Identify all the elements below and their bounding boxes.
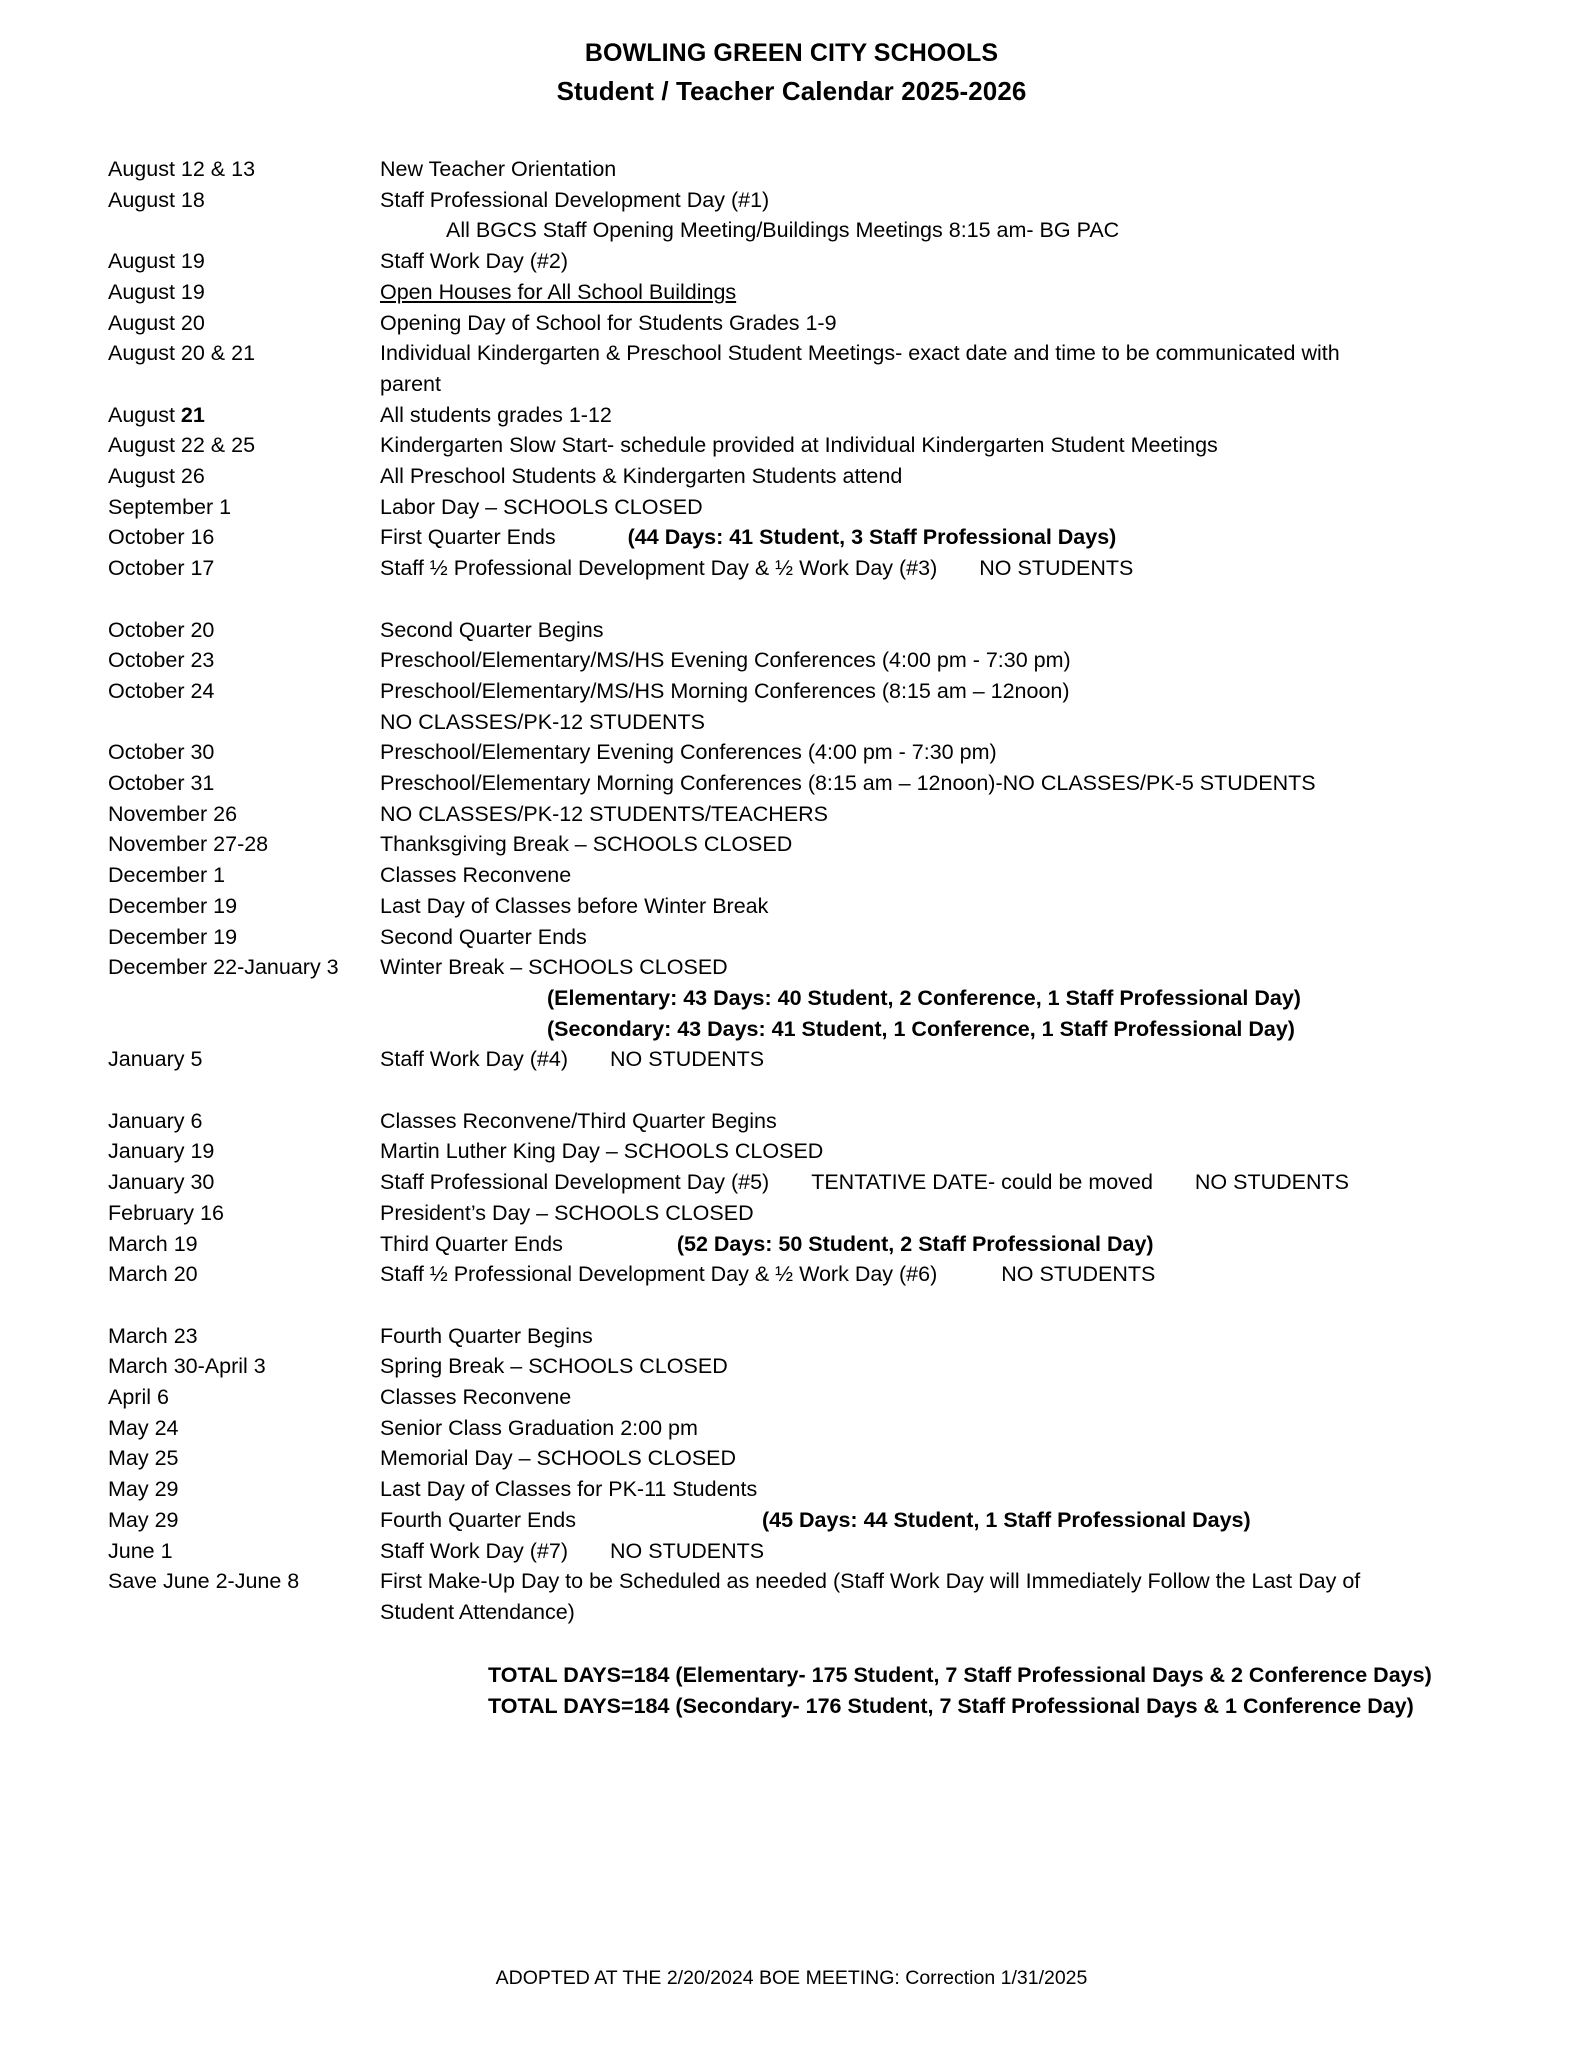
entry-description-text: Staff Work Day (#4) bbox=[380, 1047, 568, 1072]
calendar-row bbox=[108, 922, 1523, 953]
entry-date: September 1 bbox=[108, 494, 232, 519]
calendar-row bbox=[108, 1566, 1523, 1627]
calendar-row bbox=[108, 461, 1523, 492]
entry-date: October 24 bbox=[108, 678, 215, 703]
entry-note: NO STUDENTS bbox=[610, 1047, 765, 1072]
total-days-summary bbox=[108, 1660, 1523, 1722]
entry-date: December 19 bbox=[108, 893, 238, 918]
entry-day-count-note: (52 Days: 50 Student, 2 Staff Professional Day) bbox=[676, 1231, 1154, 1256]
calendar-row bbox=[108, 400, 1523, 431]
entry-description: Classes Reconvene bbox=[380, 1385, 572, 1410]
calendar-row bbox=[108, 185, 1523, 216]
entry-date: August 26 bbox=[108, 464, 205, 489]
entry-description: Second Quarter Ends bbox=[380, 924, 587, 949]
entry-description bbox=[380, 1167, 1523, 1198]
date-spacer bbox=[108, 983, 380, 1014]
entry-date: December 22-January 3 bbox=[108, 955, 339, 980]
entry-description: Second Quarter Begins bbox=[380, 617, 604, 642]
section-gap bbox=[108, 1290, 1523, 1321]
calendar-row bbox=[108, 1536, 1523, 1567]
entry-description-text: Staff ½ Professional Development Day & ½ Work Day (#3) bbox=[380, 556, 938, 581]
calendar-row bbox=[108, 1167, 1523, 1198]
entry-description: Winter Break – SCHOOLS CLOSED bbox=[380, 955, 728, 980]
entry-description: Opening Day of School for Students Grades 1-9 bbox=[380, 310, 837, 335]
entry-description: New Teacher Orientation bbox=[380, 157, 617, 181]
entry-description: Individual Kindergarten & Preschool Student Meetings- exact date and time to be communicated with parent bbox=[380, 341, 1340, 396]
calendar-row bbox=[108, 1321, 1523, 1352]
calendar-subrow bbox=[108, 983, 1523, 1014]
calendar-row bbox=[108, 1259, 1523, 1290]
entry-description bbox=[380, 1259, 1523, 1290]
page-subtitle: Student / Teacher Calendar 2025-2026 bbox=[556, 76, 1027, 106]
calendar-row bbox=[108, 952, 1523, 983]
entry-date: October 31 bbox=[108, 771, 215, 796]
entry-date: October 17 bbox=[108, 556, 215, 581]
calendar-row bbox=[108, 522, 1523, 553]
calendar-row bbox=[108, 1351, 1523, 1382]
entry-day-count-note: (44 Days: 41 Student, 3 Staff Professional Days) bbox=[627, 525, 1117, 550]
entry-description bbox=[380, 1229, 1523, 1260]
calendar-row bbox=[108, 891, 1523, 922]
entry-description: Memorial Day – SCHOOLS CLOSED bbox=[380, 1446, 737, 1471]
entry-date-prefix: August bbox=[108, 402, 181, 427]
calendar-row bbox=[108, 1044, 1523, 1075]
calendar-row bbox=[108, 768, 1523, 799]
elementary-quarter-totals-note: (Elementary: 43 Days: 40 Student, 2 Conference, 1 Staff Professional Day) bbox=[547, 985, 1301, 1010]
entry-description-continued: NO CLASSES/PK-12 STUDENTS bbox=[380, 709, 705, 734]
entry-description: First Make-Up Day to be Scheduled as needed (Staff Work Day will Immediately Follow the Last Day of Student Attendance) bbox=[380, 1569, 1361, 1624]
entry-date: December 19 bbox=[108, 924, 238, 949]
calendar-entries-list bbox=[0, 154, 1583, 1722]
entry-date: October 16 bbox=[108, 525, 215, 550]
calendar-row bbox=[108, 829, 1523, 860]
entry-date: December 1 bbox=[108, 863, 226, 888]
entry-description bbox=[380, 1536, 1523, 1567]
calendar-row bbox=[108, 1229, 1523, 1260]
entry-description bbox=[380, 522, 1523, 553]
adoption-footer: ADOPTED AT THE 2/20/2024 BOE MEETING: Correction 1/31/2025 bbox=[495, 1967, 1088, 1989]
entry-description: Senior Class Graduation 2:00 pm bbox=[380, 1415, 698, 1440]
entry-date: August 18 bbox=[108, 187, 205, 212]
entry-date: April 6 bbox=[108, 1385, 169, 1410]
calendar-subrow bbox=[108, 707, 1523, 738]
entry-date: October 20 bbox=[108, 617, 215, 642]
entry-description: Last Day of Classes for PK-11 Students bbox=[380, 1477, 758, 1502]
date-spacer bbox=[108, 1014, 380, 1045]
entry-description: Preschool/Elementary Morning Conferences (8:15 am – 12noon)-NO CLASSES/PK-5 STUDENTS bbox=[380, 771, 1316, 796]
entry-date: November 26 bbox=[108, 801, 238, 826]
date-spacer bbox=[108, 707, 380, 738]
calendar-row bbox=[108, 492, 1523, 523]
entry-description bbox=[380, 1044, 1523, 1075]
entry-description bbox=[380, 553, 1523, 584]
entry-description: Kindergarten Slow Start- schedule provided at Individual Kindergarten Student Meetings bbox=[380, 433, 1218, 458]
calendar-row bbox=[108, 338, 1523, 399]
entry-note: NO STUDENTS bbox=[610, 1538, 765, 1563]
entry-date: August 20 & 21 bbox=[108, 341, 256, 366]
calendar-row bbox=[108, 553, 1523, 584]
entry-date: February 16 bbox=[108, 1200, 224, 1225]
entry-description: President’s Day – SCHOOLS CLOSED bbox=[380, 1200, 754, 1225]
entry-date: Save June 2-June 8 bbox=[108, 1569, 300, 1594]
entry-description bbox=[380, 1505, 1523, 1536]
entry-description: Labor Day – SCHOOLS CLOSED bbox=[380, 494, 703, 519]
entry-description-continued: All BGCS Staff Opening Meeting/Buildings Meetings 8:15 am- BG PAC bbox=[446, 218, 1120, 243]
entry-description: Fourth Quarter Begins bbox=[380, 1323, 593, 1348]
entry-date: May 24 bbox=[108, 1415, 179, 1440]
entry-note-secondary: NO STUDENTS bbox=[1194, 1170, 1349, 1195]
entry-date: May 29 bbox=[108, 1477, 179, 1502]
entry-description: Preschool/Elementary/MS/HS Morning Conferences (8:15 am – 12noon) bbox=[380, 678, 1070, 703]
entry-date: January 19 bbox=[108, 1139, 215, 1164]
entry-description: Classes Reconvene bbox=[380, 863, 572, 888]
entry-description: Staff Work Day (#2) bbox=[380, 249, 568, 274]
entry-description: Classes Reconvene/Third Quarter Begins bbox=[380, 1108, 777, 1133]
calendar-row bbox=[108, 1382, 1523, 1413]
entry-date: May 29 bbox=[108, 1507, 179, 1532]
entry-description: NO CLASSES/PK-12 STUDENTS/TEACHERS bbox=[380, 801, 829, 826]
calendar-row bbox=[108, 645, 1523, 676]
entry-description-text: Staff Work Day (#7) bbox=[380, 1538, 568, 1563]
page-header bbox=[0, 0, 1583, 110]
entry-date: August 12 & 13 bbox=[108, 157, 256, 181]
entry-date: August 19 bbox=[108, 249, 205, 274]
calendar-row bbox=[108, 615, 1523, 646]
entry-description: Preschool/Elementary/MS/HS Evening Conferences (4:00 pm - 7:30 pm) bbox=[380, 648, 1071, 673]
entry-date bbox=[108, 400, 380, 431]
entry-description: All students grades 1-12 bbox=[380, 402, 612, 427]
entry-date: May 25 bbox=[108, 1446, 179, 1471]
entry-date: October 30 bbox=[108, 740, 215, 765]
calendar-row bbox=[108, 246, 1523, 277]
calendar-row bbox=[108, 1106, 1523, 1137]
entry-description-text: Staff ½ Professional Development Day & ½ Work Day (#6) bbox=[380, 1262, 938, 1287]
section-gap bbox=[108, 1075, 1523, 1106]
entry-date: January 6 bbox=[108, 1108, 203, 1133]
entry-description: All Preschool Students & Kindergarten Students attend bbox=[380, 464, 903, 489]
entry-date: October 23 bbox=[108, 648, 215, 673]
entry-date: January 5 bbox=[108, 1047, 203, 1072]
open-houses-underlined-text: Open Houses for All School Buildings bbox=[380, 279, 737, 304]
calendar-row bbox=[108, 1443, 1523, 1474]
calendar-row bbox=[108, 430, 1523, 461]
entry-description: Last Day of Classes before Winter Break bbox=[380, 893, 769, 918]
entry-note: TENTATIVE DATE- could be moved bbox=[811, 1170, 1153, 1195]
calendar-row bbox=[108, 676, 1523, 707]
entry-date: November 27-28 bbox=[108, 832, 269, 857]
entry-description: Preschool/Elementary Evening Conferences (4:00 pm - 7:30 pm) bbox=[380, 740, 997, 765]
entry-description: Spring Break – SCHOOLS CLOSED bbox=[380, 1354, 728, 1379]
calendar-subrow bbox=[108, 215, 1523, 246]
entry-description bbox=[380, 277, 1523, 308]
entry-date: August 22 & 25 bbox=[108, 433, 256, 458]
date-spacer bbox=[108, 215, 380, 246]
entry-description-text: Third Quarter Ends bbox=[380, 1231, 563, 1256]
calendar-row bbox=[108, 1413, 1523, 1444]
calendar-subrow bbox=[108, 1014, 1523, 1045]
calendar-row bbox=[108, 799, 1523, 830]
entry-date: August 20 bbox=[108, 310, 205, 335]
calendar-row bbox=[108, 860, 1523, 891]
entry-day-count-note: (45 Days: 44 Student, 1 Staff Professional Days) bbox=[761, 1507, 1251, 1532]
total-days-secondary: TOTAL DAYS=184 (Secondary- 176 Student, 7 Staff Professional Days & 1 Conference Day) bbox=[488, 1693, 1414, 1718]
calendar-row bbox=[108, 1474, 1523, 1505]
entry-note: NO STUDENTS bbox=[979, 556, 1134, 581]
entry-date: March 19 bbox=[108, 1231, 198, 1256]
entry-date: March 20 bbox=[108, 1262, 198, 1287]
calendar-row bbox=[108, 308, 1523, 339]
total-days-elementary: TOTAL DAYS=184 (Elementary- 175 Student, 7 Staff Professional Days & 2 Conference Days) bbox=[488, 1662, 1432, 1687]
entry-description: Martin Luther King Day – SCHOOLS CLOSED bbox=[380, 1139, 824, 1164]
calendar-row bbox=[108, 154, 1523, 185]
calendar-row bbox=[108, 277, 1523, 308]
entry-date: June 1 bbox=[108, 1538, 173, 1563]
secondary-quarter-totals-note: (Secondary: 43 Days: 41 Student, 1 Conference, 1 Staff Professional Day) bbox=[547, 1016, 1295, 1041]
entry-date: January 30 bbox=[108, 1170, 215, 1195]
entry-description-text: First Quarter Ends bbox=[380, 525, 556, 550]
entry-date: March 30-April 3 bbox=[108, 1354, 266, 1379]
page-title: BOWLING GREEN CITY SCHOOLS bbox=[584, 39, 999, 67]
entry-date: August 19 bbox=[108, 279, 205, 304]
entry-description: Staff Professional Development Day (#1) bbox=[380, 187, 770, 212]
entry-description: Thanksgiving Break – SCHOOLS CLOSED bbox=[380, 832, 793, 857]
entry-description-text: Staff Professional Development Day (#5) bbox=[380, 1170, 770, 1195]
section-gap bbox=[108, 584, 1523, 615]
entry-date: March 23 bbox=[108, 1323, 198, 1348]
calendar-row bbox=[108, 1198, 1523, 1229]
entry-note: NO STUDENTS bbox=[1001, 1262, 1156, 1287]
calendar-row bbox=[108, 1505, 1523, 1536]
calendar-row bbox=[108, 1136, 1523, 1167]
entry-description-text: Fourth Quarter Ends bbox=[380, 1507, 576, 1532]
entry-date-bold-day: 21 bbox=[180, 402, 205, 427]
calendar-row bbox=[108, 737, 1523, 768]
